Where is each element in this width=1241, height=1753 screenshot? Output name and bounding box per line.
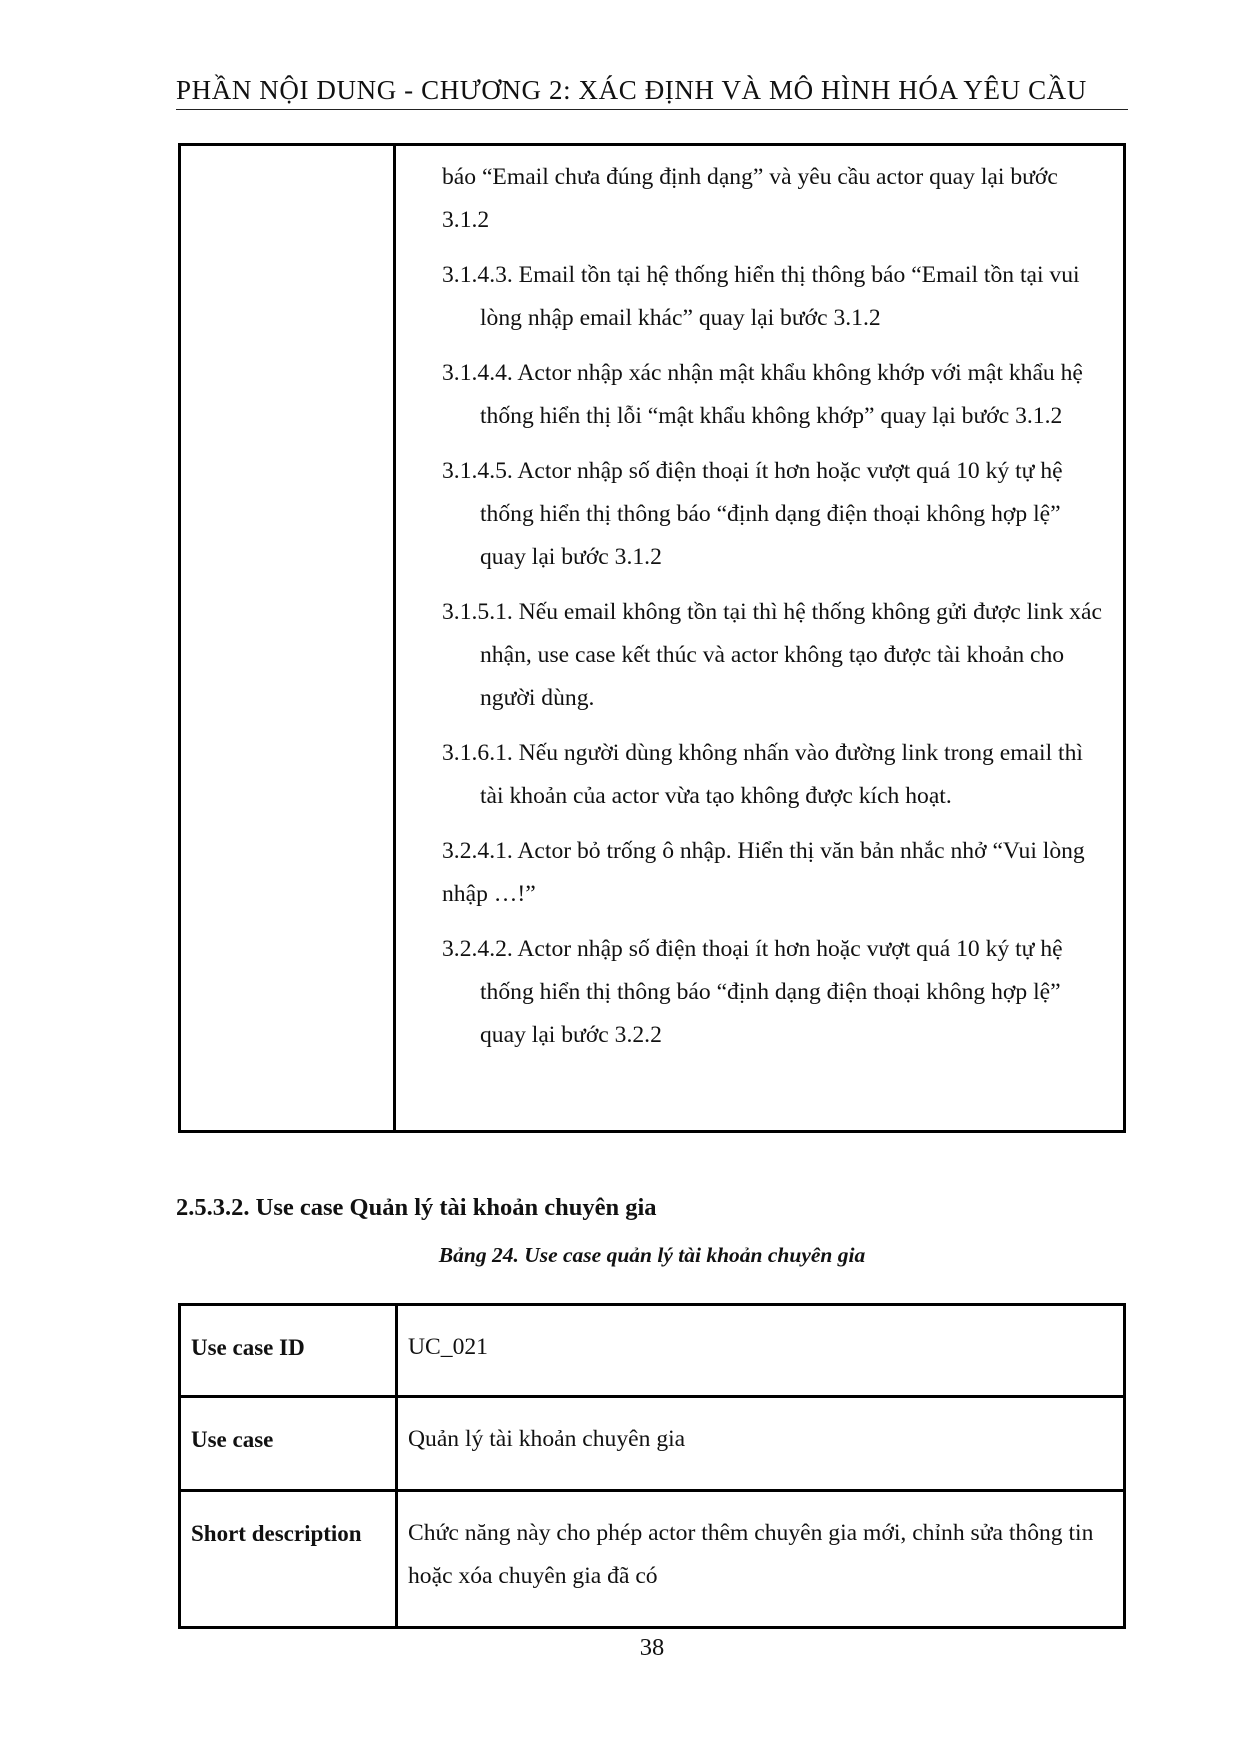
table-row: [180, 1305, 1125, 1397]
short-description-value: Chức năng này cho phép actor thêm chuyên gia mới, chỉnh sửa thông tin hoặc xóa chuyên gia đã có: [397, 1491, 1125, 1628]
flow-item: 3.1.5.1. Nếu email không tồn tại thì hệ thống không gửi được link xác nhận, use case kết thúc và actor không tạo được tài khoản cho người dùng.: [442, 599, 1102, 711]
use-case-id-value: UC_021: [397, 1305, 1125, 1397]
page-header: [176, 72, 1128, 110]
use-case-id-label: Use case ID: [180, 1305, 397, 1397]
flow-item: 3.1.6.1. Nếu người dùng không nhấn vào đường link trong email thì tài khoản của actor vừa tạo không được kích hoạt.: [442, 740, 1083, 809]
flow-item: 3.1.4.4. Actor nhập xác nhận mật khẩu không khớp với mật khẩu hệ thống hiển thị lỗi “mật khẩu không khớp” quay lại bước 3.1.2: [442, 360, 1083, 429]
flow-item: báo “Email chưa đúng định dạng” và yêu cầu actor quay lại bước 3.1.2: [442, 164, 1058, 233]
table-caption: Bảng 24. Use case quản lý tài khoản chuyên gia: [438, 1243, 866, 1267]
page-number: 38: [639, 1634, 665, 1661]
table-row: [180, 145, 1125, 1132]
flow-item: 3.2.4.2. Actor nhập số điện thoại ít hơn hoặc vượt quá 10 ký tự hệ thống hiển thị thông báo “định dạng điện thoại không hợp lệ” quay lại bước 3.2.2: [442, 936, 1063, 1048]
table-row: [180, 1397, 1125, 1491]
alternative-flow-cell: [395, 145, 1125, 1132]
flow-table-continued: [178, 143, 1126, 1133]
flow-item: 3.1.4.5. Actor nhập số điện thoại ít hơn hoặc vượt quá 10 ký tự hệ thống hiển thị thông báo “định dạng điện thoại không hợp lệ” quay lại bước 3.1.2: [442, 458, 1063, 570]
flow-item: 3.2.4.1. Actor bỏ trống ô nhập. Hiển thị văn bản nhắc nhở “Vui lòng nhập …!”: [442, 838, 1085, 907]
section-heading: 2.5.3.2. Use case Quản lý tài khoản chuyên gia: [176, 1194, 657, 1221]
flow-item: 3.1.4.3. Email tồn tại hệ thống hiển thị thông báo “Email tồn tại vui lòng nhập email khác” quay lại bước 3.1.2: [442, 262, 1080, 331]
short-description-label: Short description: [180, 1491, 397, 1628]
chapter-title: PHẦN NỘI DUNG - CHƯƠNG 2: XÁC ĐỊNH VÀ MÔ HÌNH HÓA YÊU CẦU: [176, 75, 1087, 105]
use-case-name-label: Use case: [180, 1397, 397, 1491]
empty-label-cell: [180, 145, 395, 1132]
table-row: [180, 1491, 1125, 1628]
use-case-table: [178, 1303, 1126, 1629]
use-case-name-value: Quản lý tài khoản chuyên gia: [397, 1397, 1125, 1491]
